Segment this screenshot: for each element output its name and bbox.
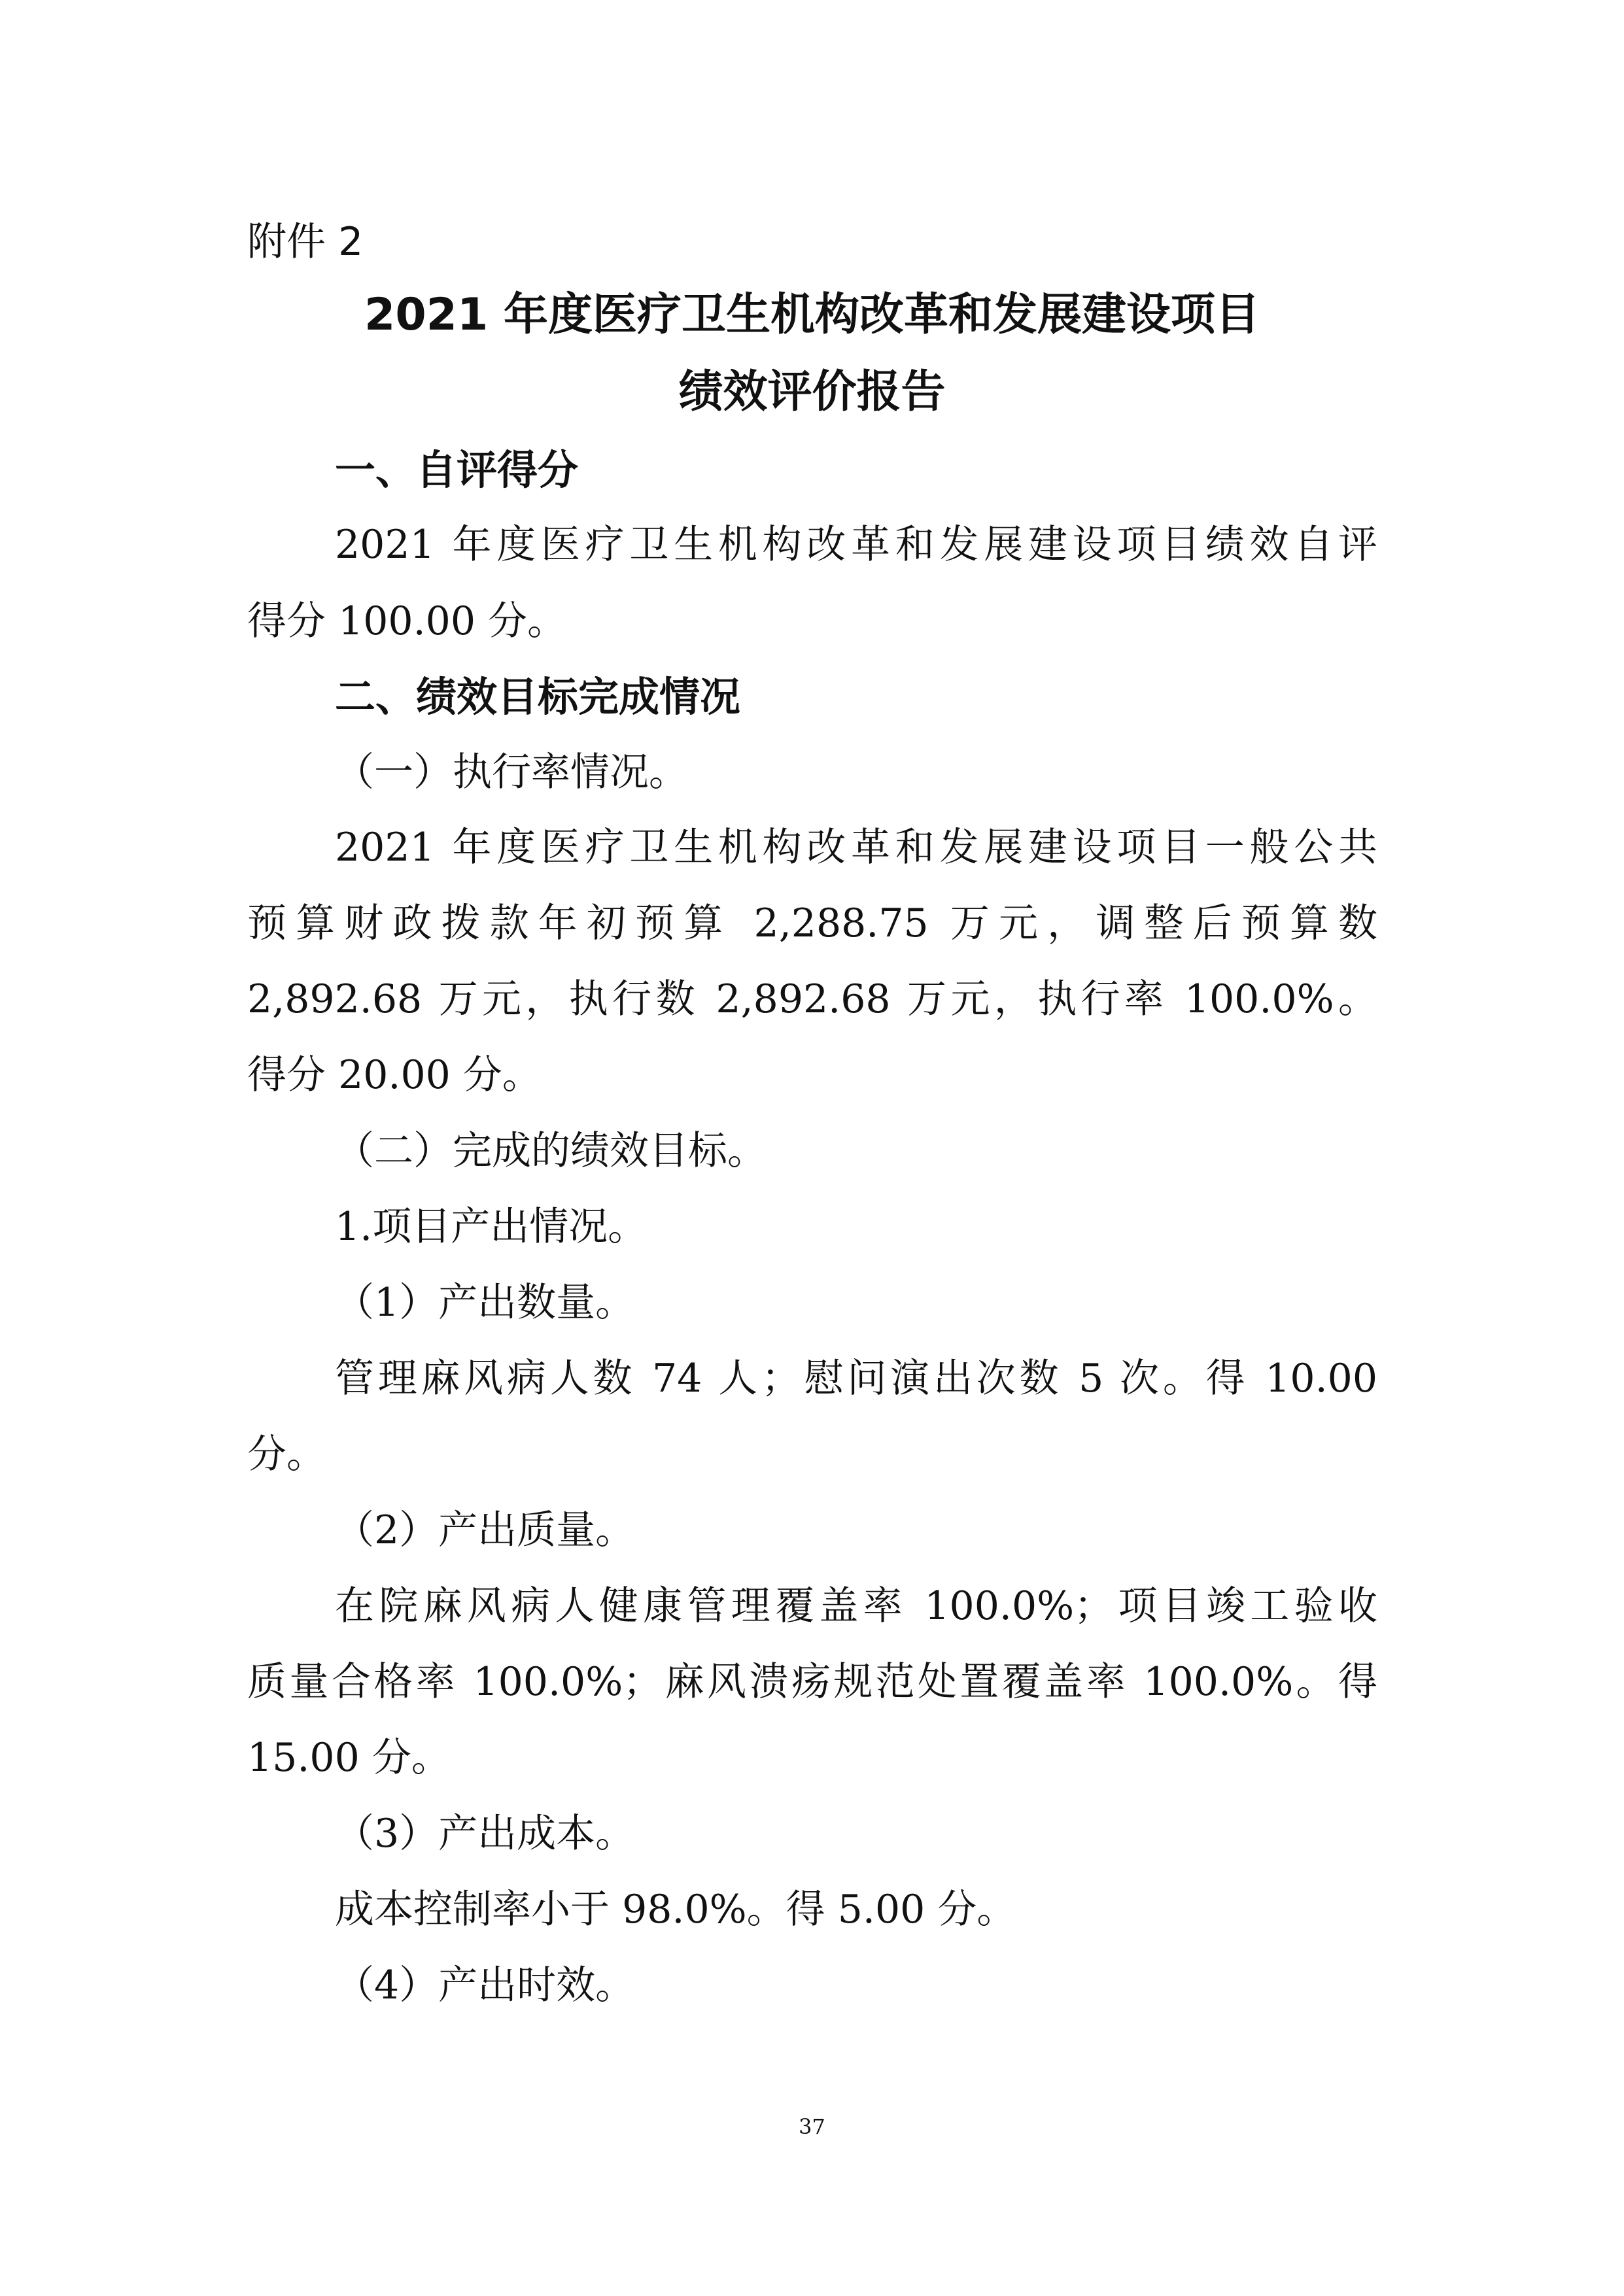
output-cost-line-1: 成本控制率小于 98.0%。得 5.00 分。: [335, 1887, 1016, 1932]
subheading-output-cost: （3）产出成本。: [335, 1811, 635, 1857]
item-project-output: 1.项目产出情况。: [335, 1204, 648, 1250]
subheading-execution-rate: （一）执行率情况。: [335, 749, 688, 795]
subheading-output-quality: （2）产出质量。: [335, 1507, 635, 1553]
attachment-label: 附件 2: [247, 219, 364, 265]
document-title-line-1: 2021 年度医疗卫生机构改革和发展建设项目: [364, 289, 1260, 341]
subheading-output-quantity: （1）产出数量。: [335, 1280, 635, 1326]
page-number: 37: [799, 2114, 825, 2139]
output-quality-line-1: 在院麻风病人健康管理覆盖率 100.0%；项目竣工验收: [335, 1583, 1377, 1629]
output-quantity-line-1: 管理麻风病人数 74 人；慰问演出次数 5 次。得 10.00: [335, 1356, 1377, 1401]
self-score-paragraph-line-1: 2021 年度医疗卫生机构改革和发展建设项目绩效自评: [335, 522, 1377, 568]
output-quality-line-3: 15.00 分。: [247, 1735, 451, 1781]
self-score-paragraph-line-2: 得分 100.00 分。: [247, 598, 567, 644]
section-heading-goal-completion: 二、绩效目标完成情况: [335, 673, 741, 721]
execution-paragraph-line-4: 得分 20.00 分。: [247, 1052, 542, 1098]
subheading-output-timeliness: （4）产出时效。: [335, 1962, 635, 2008]
execution-paragraph-line-1: 2021 年度医疗卫生机构改革和发展建设项目一般公共: [335, 825, 1377, 870]
document-title-line-2: 绩效评价报告: [678, 366, 946, 418]
execution-paragraph-line-3: 2,892.68 万元，执行数 2,892.68 万元，执行率 100.0%。: [247, 976, 1377, 1022]
output-quantity-line-2: 分。: [247, 1431, 326, 1477]
execution-paragraph-line-2: 预算财政拨款年初预算 2,288.75 万元，调整后预算数: [247, 900, 1377, 946]
output-quality-line-2: 质量合格率 100.0%；麻风溃疡规范处置覆盖率 100.0%。得: [247, 1659, 1377, 1705]
section-heading-self-score: 一、自评得分: [335, 446, 579, 494]
subheading-completed-goals: （二）完成的绩效目标。: [335, 1128, 767, 1174]
